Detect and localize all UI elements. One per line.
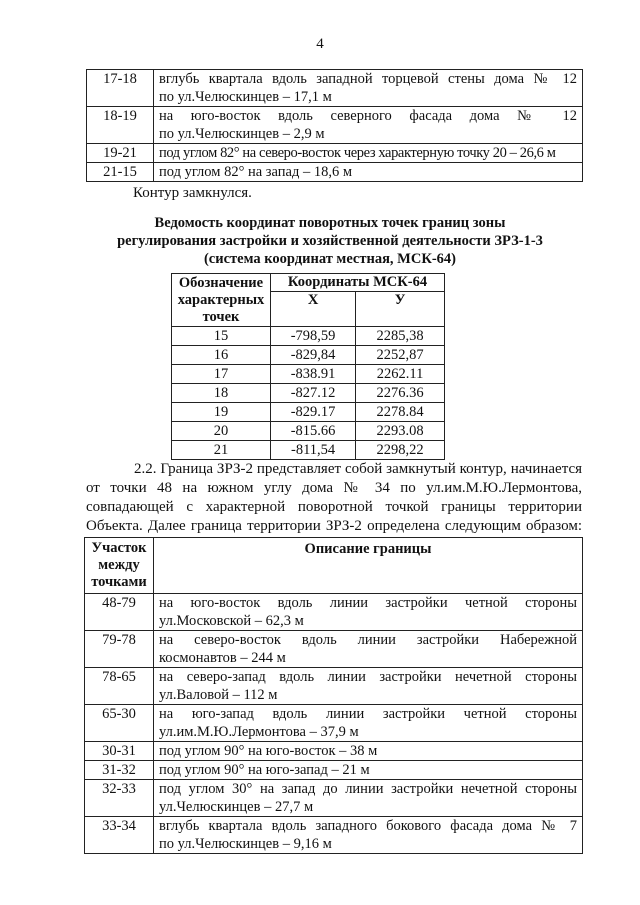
page-number: 4 <box>316 36 324 52</box>
description-line: под углом 82° на запад – 18,6 м <box>159 164 353 180</box>
title-line: Ведомость координат поворотных точек границ зоны <box>154 215 506 231</box>
header-row <box>172 274 445 292</box>
header-segment: Участок между точками <box>85 538 154 594</box>
segment-cell: 33-34 <box>85 817 154 854</box>
table-row <box>172 384 445 403</box>
description-line: ул.Валовой – 112 м <box>159 687 278 703</box>
y-cell: 2298,22 <box>356 441 445 460</box>
description-cell <box>154 163 583 182</box>
section-title <box>80 214 580 268</box>
point-cell: 19 <box>172 403 271 422</box>
table-row <box>85 817 583 854</box>
segment-cell: 30-31 <box>85 742 154 761</box>
title-line: (система координат местная, МСК-64) <box>203 251 457 267</box>
description-cell <box>154 107 583 144</box>
description-line: на юго-запад вдоль линии застройки четной стороны <box>159 706 577 722</box>
description-line: ул.Челюскинцев – 27,7 м <box>159 799 314 815</box>
point-cell: 15 <box>172 327 271 346</box>
header-point: Обозначение характерных точек <box>172 274 271 327</box>
description-cell <box>154 70 583 107</box>
description-line: под углом 90° на юго-восток – 38 м <box>159 743 378 759</box>
segment-cell: 18-19 <box>87 107 154 144</box>
header-coords: Координаты МСК-64 <box>271 274 445 292</box>
description-line: под углом 30° на запад до линии застройки нечетной стороны <box>159 781 577 797</box>
description-line: вглубь квартала вдоль западного бокового фасада дома № 7 <box>159 818 577 834</box>
segment-cell: 65-30 <box>85 705 154 742</box>
table-row <box>87 107 583 144</box>
point-cell: 21 <box>172 441 271 460</box>
table-row <box>85 668 583 705</box>
table-row <box>85 780 583 817</box>
description-cell <box>154 817 583 854</box>
y-cell: 2293.08 <box>356 422 445 441</box>
point-cell: 17 <box>172 365 271 384</box>
paragraph-line: от точки 48 на южном углу дома № 34 по ул.им.М.Ю.Лермонтова, <box>86 480 582 496</box>
y-cell: 2285,38 <box>356 327 445 346</box>
paragraph-2-2 <box>86 460 582 536</box>
segment-cell: 19-21 <box>87 144 154 163</box>
y-cell: 2278.84 <box>356 403 445 422</box>
description-line: на северо-запад вдоль линии застройки нечетной стороны <box>159 669 577 685</box>
description-line: космонавтов – 244 м <box>159 650 286 666</box>
table-row <box>172 422 445 441</box>
y-cell: 2262.11 <box>356 365 445 384</box>
table-row <box>172 327 445 346</box>
segment-cell: 32-33 <box>85 780 154 817</box>
table-row <box>87 163 583 182</box>
description-cell <box>154 761 583 780</box>
description-line: по ул.Челюскинцев – 17,1 м <box>159 89 332 105</box>
x-cell: -815.66 <box>271 422 356 441</box>
x-cell: -798,59 <box>271 327 356 346</box>
description-line: на юго-восток вдоль линии застройки четной стороны <box>159 595 577 611</box>
table-row <box>85 742 583 761</box>
description-line: по ул.Челюскинцев – 2,9 м <box>159 126 325 142</box>
x-cell: -829,84 <box>271 346 356 365</box>
table-row <box>172 441 445 460</box>
table-row <box>172 346 445 365</box>
description-cell <box>154 705 583 742</box>
table-row <box>85 705 583 742</box>
header-description: Описание границы <box>154 538 583 594</box>
description-line: под углом 82° на северо-восток через характерную точку 20 – 26,6 м <box>159 145 556 161</box>
x-cell: -838.91 <box>271 365 356 384</box>
table-row <box>85 594 583 631</box>
description-line: под углом 90° на юго-запад – 21 м <box>159 762 370 778</box>
segment-cell: 79-78 <box>85 631 154 668</box>
description-line: на юго-восток вдоль северного фасада дома № 12 <box>159 108 577 124</box>
header-x: Х <box>271 292 356 327</box>
closing-text: Контур замкнулся. <box>133 185 252 201</box>
table-row <box>87 70 583 107</box>
paragraph-line: 2.2. Граница ЗРЗ-2 представляет собой замкнутый контур, начинается <box>134 461 582 477</box>
description-line: по ул.Челюскинцев – 9,16 м <box>159 836 332 852</box>
segment-cell: 48-79 <box>85 594 154 631</box>
description-cell <box>154 742 583 761</box>
description-cell <box>154 144 583 163</box>
segment-cell: 21-15 <box>87 163 154 182</box>
description-cell <box>154 668 583 705</box>
point-cell: 18 <box>172 384 271 403</box>
segment-cell: 78-65 <box>85 668 154 705</box>
header-y: У <box>356 292 445 327</box>
y-cell: 2252,87 <box>356 346 445 365</box>
description-line: ул.Московской – 62,3 м <box>159 613 304 629</box>
boundary-description-table <box>84 537 583 854</box>
y-cell: 2276.36 <box>356 384 445 403</box>
paragraph-line: Объекта. Далее граница территории ЗРЗ-2 определена следующим образом: <box>86 518 582 534</box>
paragraph-line: совпадающей с характерной поворотной точкой границы территории <box>86 499 582 515</box>
point-cell: 16 <box>172 346 271 365</box>
title-line: регулирования застройки и хозяйственной деятельности ЗРЗ-1-3 <box>117 233 543 249</box>
description-cell <box>154 594 583 631</box>
table-row <box>172 365 445 384</box>
table-row <box>85 761 583 780</box>
x-cell: -829.17 <box>271 403 356 422</box>
table-row <box>172 403 445 422</box>
description-cell <box>154 780 583 817</box>
header-row <box>85 538 583 594</box>
description-line: вглубь квартала вдоль западной торцевой стены дома № 12 <box>159 71 577 87</box>
segment-cell: 17-18 <box>87 70 154 107</box>
description-line: на северо-восток вдоль линии застройки Набережной <box>159 632 577 648</box>
x-cell: -827.12 <box>271 384 356 403</box>
table-row <box>87 144 583 163</box>
coordinates-table <box>171 273 445 460</box>
segment-cell: 31-32 <box>85 761 154 780</box>
table-row <box>85 631 583 668</box>
description-line: ул.им.М.Ю.Лермонтова – 37,9 м <box>159 724 359 740</box>
point-cell: 20 <box>172 422 271 441</box>
description-cell <box>154 631 583 668</box>
boundary-table-continued <box>86 69 583 182</box>
x-cell: -811,54 <box>271 441 356 460</box>
